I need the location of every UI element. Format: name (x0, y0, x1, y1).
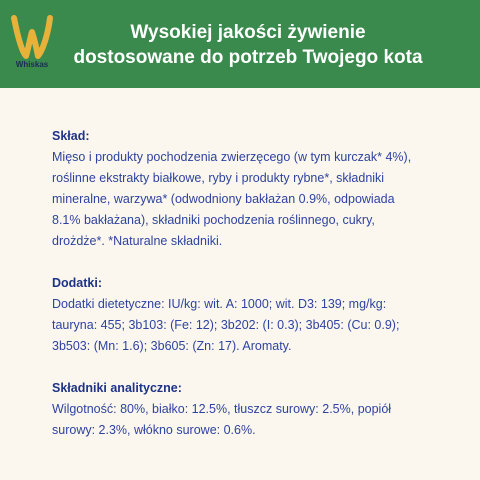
section-additives (52, 273, 462, 357)
text-line: surowy: 2.3%, włókno surowe: 0.6%. (52, 423, 256, 437)
section-heading: Dodatki: (52, 276, 102, 290)
section-text (52, 399, 462, 441)
text-line: roślinne ekstrakty białkowe, ryby i produkty rybne*, składniki (52, 171, 385, 185)
text-line: mineralne, warzywa* (odwodniony bakłażan 0.9%, odpowiada (52, 192, 395, 206)
section-text (52, 147, 462, 252)
section-heading: Skład: (52, 129, 90, 143)
text-line: 3b503: (Mn: 1.6); 3b605: (Zn: 17). Aromaty. (52, 339, 292, 353)
text-line: 8.1% bakłażana), składniki pochodzenia roślinnego, cukry, (52, 213, 375, 227)
section-text (52, 294, 462, 357)
text-line: tauryna: 455; 3b103: (Fe: 12); 3b202: (I: 0.3); 3b405: (Cu: 0.9); (52, 318, 400, 332)
banner-title (30, 20, 466, 70)
banner-title-line-2: dostosowane do potrzeb Twojego kota (73, 47, 423, 68)
section-composition (52, 126, 462, 252)
section-heading: Składniki analityczne: (52, 381, 182, 395)
ingredients-content (52, 126, 462, 462)
logo-wordmark: Whiskas (15, 60, 49, 69)
text-line: Dodatki dietetyczne: IU/kg: wit. A: 1000; wit. D3: 139; mg/kg: (52, 297, 387, 311)
header-banner (0, 0, 480, 88)
text-line: drożdże*. *Naturalne składniki. (52, 234, 223, 248)
banner-title-line-1: Wysokiej jakości żywienie (130, 22, 366, 43)
section-analytical-constituents (52, 378, 462, 441)
text-line: Mięso i produkty pochodzenia zwierzęcego (w tym kurczak* 4%), (52, 150, 412, 164)
text-line: Wilgotność: 80%, białko: 12.5%, tłuszcz surowy: 2.5%, popiół (52, 402, 392, 416)
